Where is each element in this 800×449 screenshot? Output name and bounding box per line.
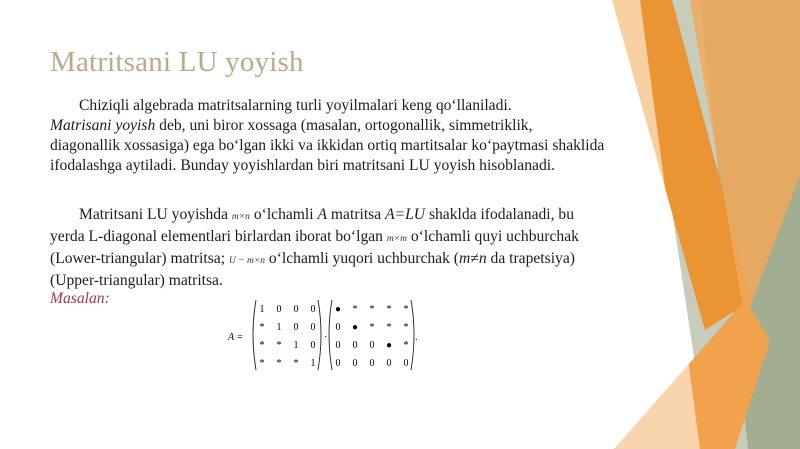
u-matrix-cell: * — [386, 322, 392, 333]
equation-a-equals-lu: A=LU — [385, 206, 426, 223]
lu-text-6: o‘lchamli yuqori uchburchak ( — [265, 250, 459, 267]
lu-text-1: Matritsani LU yoyishda — [79, 206, 228, 223]
u-matrix-cell: 0 — [335, 358, 341, 369]
l-matrix-cell: * — [259, 358, 265, 369]
dimension-m-by-m: m×m — [386, 234, 407, 244]
paragraph-lu — [50, 205, 605, 291]
l-matrix-cell: * — [259, 340, 265, 351]
u-matrix-cell: 0 — [335, 322, 341, 333]
u-matrix-cell: * — [369, 304, 375, 315]
l-matrix-cell: 0 — [310, 304, 316, 315]
dimension-u-m-by-n: U − m×n — [228, 256, 265, 266]
lu-text-4: shaklda ifodalanadi, bu yerda L-diagonal elementlari birlardan iborat bo‘lgan — [50, 206, 575, 245]
paragraph-intro: Chiziqli algebrada matritsalarning turli yoyilmalari keng qo‘llaniladi. — [79, 97, 512, 114]
lu-text-2: o‘lchamli — [249, 206, 318, 223]
l-matrix — [260, 304, 316, 369]
u-matrix-cell: 0 — [369, 358, 375, 369]
lu-text-7: da trapetsiya) (Upper-triangular) matritsa. — [50, 250, 575, 289]
u-matrix-cell: ● — [351, 322, 359, 333]
slide-title: Matritsani LU yoyish — [50, 46, 304, 78]
l-matrix-cell: * — [259, 322, 265, 333]
u-matrix-cell: * — [403, 322, 409, 333]
l-matrix-cell: * — [276, 340, 282, 351]
l-matrix-cell: 0 — [293, 322, 299, 333]
l-matrix-left-bracket — [253, 300, 256, 370]
u-matrix-cell: * — [369, 322, 375, 333]
u-matrix-cell: ● — [385, 340, 393, 351]
l-matrix-cell: 0 — [310, 340, 316, 351]
u-matrix-cell: * — [386, 304, 392, 315]
l-matrix-cell: 1 — [259, 304, 265, 315]
u-matrix-cell: * — [352, 304, 358, 315]
term-matrix-decomposition: Matrisani yoyish — [50, 117, 156, 134]
paragraph-definition — [50, 96, 605, 176]
l-matrix-cell: 1 — [276, 322, 282, 333]
u-matrix-cell: 0 — [386, 358, 392, 369]
l-matrix-cell: 1 — [293, 340, 299, 351]
paragraph-definition-body: deb, uni biror xossaga (masalan, ortogonallik, simmetriklik, diagonallik xossasiga) ega bo‘lgan ikki va ikkidan ortiq martitsalar ko‘paytmasi shaklida ifodalashga aytiladi. Bunday yoyishlardan biri matritsani LU yoyish hisoblanadi. — [50, 117, 605, 174]
m-not-equal-n: m≠n — [459, 250, 487, 267]
matrix-a-label: A — [317, 206, 328, 223]
lu-text-3: matritsa — [327, 206, 386, 223]
l-matrix-cell: * — [276, 358, 282, 369]
formula-end: . — [415, 332, 418, 343]
l-matrix-cell: * — [293, 358, 299, 369]
formula-lhs: A = — [228, 332, 244, 343]
u-matrix-cell: 0 — [369, 340, 375, 351]
u-matrix — [335, 304, 409, 369]
u-matrix-cell: * — [403, 340, 409, 351]
example-label: Masalan: — [50, 290, 110, 307]
lu-example-formula — [226, 296, 426, 376]
dimension-m-by-n: m×n — [231, 212, 250, 222]
formula-dot: · — [324, 332, 328, 343]
u-matrix-cell: * — [403, 304, 409, 315]
u-matrix-left-bracket — [329, 300, 332, 370]
u-matrix-cell: ● — [334, 304, 342, 315]
l-matrix-right-bracket — [318, 300, 321, 370]
lu-text-5: o‘lchamli quyi uchburchak (Lower-triangular) matritsa; — [50, 228, 579, 267]
l-matrix-cell: 0 — [310, 322, 316, 333]
u-matrix-cell: 0 — [352, 358, 358, 369]
u-matrix-cell: 0 — [335, 340, 341, 351]
u-matrix-right-bracket — [411, 300, 414, 370]
l-matrix-cell: 0 — [293, 304, 299, 315]
l-matrix-cell: 1 — [310, 358, 316, 369]
l-matrix-cell: 0 — [276, 304, 282, 315]
u-matrix-cell: 0 — [403, 358, 409, 369]
u-matrix-cell: 0 — [352, 340, 358, 351]
